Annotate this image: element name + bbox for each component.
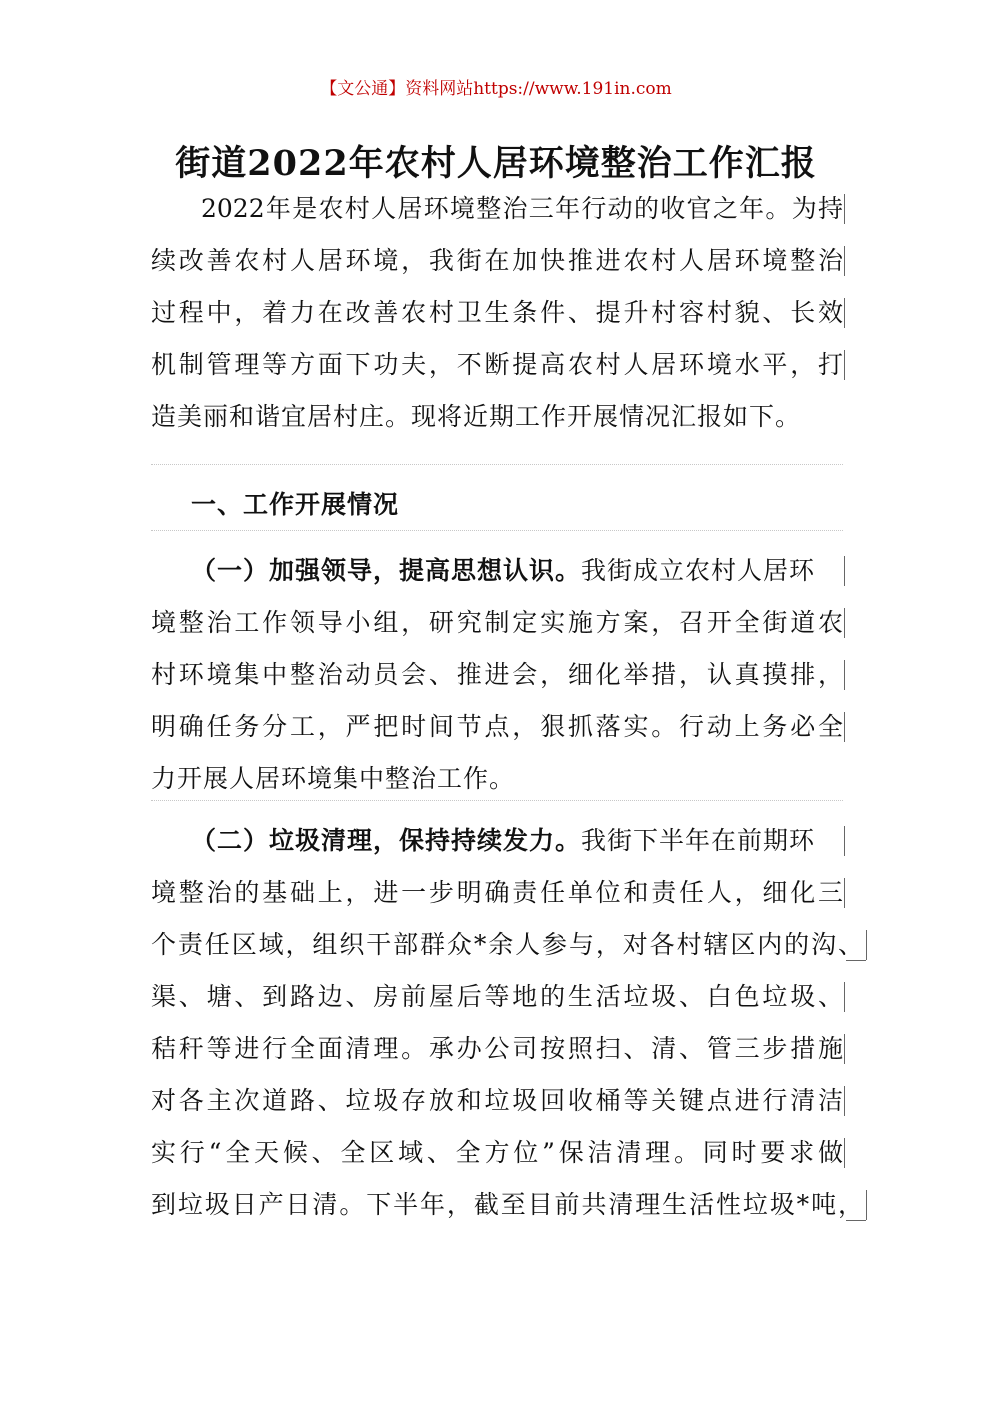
item2-line-7: 实行“全天候、全区域、全方位”保洁清理。同时要求做 bbox=[151, 1138, 843, 1167]
site-header: 【文公通】资料网站https://www.191in.com bbox=[320, 79, 672, 99]
intro-line-5: 造美丽和谐宜居村庄。现将近期工作开展情况汇报如下。 bbox=[151, 402, 802, 431]
item1-first-line bbox=[191, 548, 843, 594]
margin-marker bbox=[844, 826, 845, 856]
margin-marker bbox=[844, 608, 845, 638]
paragraph-divider bbox=[151, 800, 843, 801]
margin-marker-foot bbox=[846, 960, 866, 961]
paragraph-divider bbox=[151, 530, 843, 531]
intro-line-3: 过程中，着力在改善农村卫生条件、提升村容村貌、长效 bbox=[151, 298, 843, 327]
item1-line-2: 境整治工作领导小组，研究制定实施方案，召开全街道农 bbox=[151, 608, 843, 637]
intro-line-2: 续改善农村人居环境，我街在加快推进农村人居环境整治 bbox=[151, 246, 843, 275]
item2-first-rest: 我街下半年在前期环 bbox=[581, 826, 816, 855]
item1-first-rest: 我街成立农村人居环 bbox=[581, 556, 816, 585]
margin-marker bbox=[844, 350, 845, 380]
document-title: 街道2022年农村人居环境整治工作汇报 bbox=[175, 143, 817, 184]
margin-marker bbox=[866, 1190, 867, 1220]
margin-marker bbox=[844, 712, 845, 742]
item1-line-3: 村环境集中整治动员会、推进会，细化举措，认真摸排， bbox=[151, 660, 843, 689]
margin-marker bbox=[844, 194, 845, 224]
item2-lead: （二）垃圾清理，保持持续发力。 bbox=[191, 826, 582, 855]
item1-line-4: 明确任务分工，严把时间节点，狠抓落实。行动上务必全 bbox=[151, 712, 843, 741]
item2-line-8: 到垃圾日产日清。下半年，截至目前共清理生活性垃圾*吨， bbox=[151, 1190, 863, 1219]
item1-lead: （一）加强领导，提高思想认识。 bbox=[191, 556, 582, 585]
item1-line-5: 力开展人居环境集中整治工作。 bbox=[151, 764, 516, 793]
item2-first-line bbox=[191, 818, 843, 864]
margin-marker-foot bbox=[846, 1220, 866, 1221]
intro-line-4: 机制管理等方面下功夫，不断提高农村人居环境水平，打 bbox=[151, 350, 843, 379]
item2-line-5: 秸秆等进行全面清理。承办公司按照扫、清、管三步措施 bbox=[151, 1034, 843, 1063]
margin-marker bbox=[844, 982, 845, 1012]
margin-marker bbox=[844, 556, 845, 586]
intro-line-1: 2022年是农村人居环境整治三年行动的收官之年。为持 bbox=[201, 194, 843, 223]
item2-line-4: 渠、塘、到路边、房前屋后等地的生活垃圾、白色垃圾、 bbox=[151, 982, 843, 1011]
margin-marker bbox=[844, 878, 845, 908]
margin-marker bbox=[844, 246, 845, 276]
item2-line-6: 对各主次道路、垃圾存放和垃圾回收桶等关键点进行清洁 bbox=[151, 1086, 843, 1115]
margin-marker bbox=[844, 1086, 845, 1116]
margin-marker bbox=[866, 930, 867, 960]
margin-marker bbox=[844, 1138, 845, 1168]
item2-line-2: 境整治的基础上，进一步明确责任单位和责任人，细化三 bbox=[151, 878, 843, 907]
paragraph-divider bbox=[151, 464, 843, 465]
section-heading: 一、工作开展情况 bbox=[191, 490, 400, 519]
item2-line-3: 个责任区域，组织干部群众*余人参与，对各村辖区内的沟、 bbox=[151, 930, 863, 959]
margin-marker bbox=[844, 298, 845, 328]
margin-marker bbox=[844, 1034, 845, 1064]
margin-marker bbox=[844, 660, 845, 690]
